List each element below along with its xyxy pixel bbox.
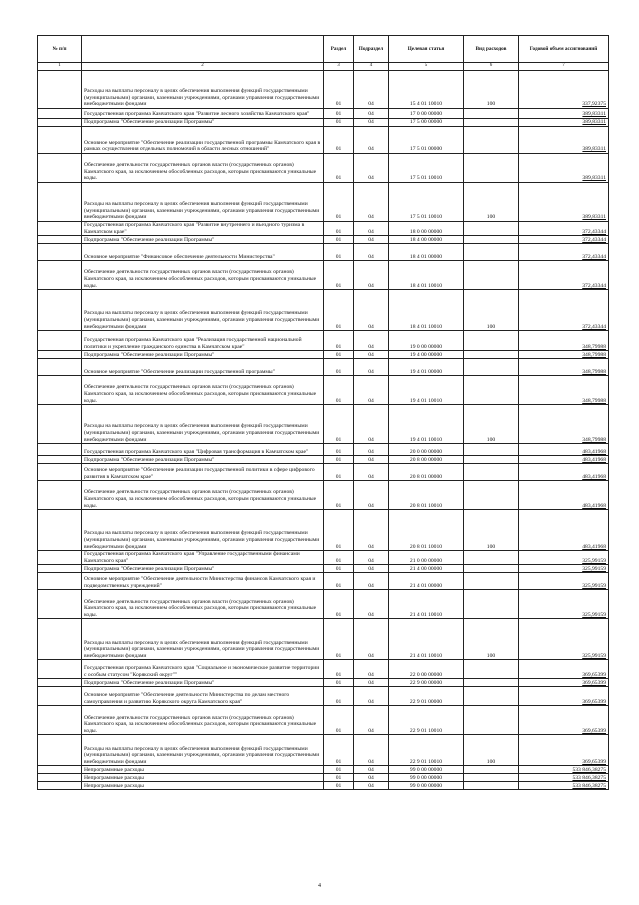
- header-amount: Годовой объем ассигнований: [519, 36, 609, 63]
- row-article-cell: 17 5 01 10010: [389, 183, 464, 222]
- row-podrazdel-cell: 04: [354, 679, 389, 687]
- table-row: [38, 376, 609, 405]
- row-vid-cell: [464, 766, 519, 774]
- table-row: [38, 154, 609, 183]
- row-podrazdel-cell: 04: [354, 351, 389, 359]
- table-row: [38, 119, 609, 127]
- row-razdel-cell: 01: [324, 127, 354, 154]
- row-amount-cell: 348,79988: [519, 405, 609, 444]
- row-index-cell: [38, 573, 82, 590]
- row-razdel-cell: 01: [324, 405, 354, 444]
- row-article-cell: 22 0 00 00000: [389, 660, 464, 679]
- row-index-cell: [38, 565, 82, 573]
- row-razdel-cell: 01: [324, 706, 354, 735]
- row-amount-cell: 372,43344: [519, 236, 609, 244]
- row-article-cell: 17 5 01 10010: [389, 154, 464, 183]
- row-vid-cell: [464, 261, 519, 290]
- colnum-7: 7: [519, 63, 609, 71]
- row-index-cell: [38, 244, 82, 261]
- row-razdel-cell: 01: [324, 183, 354, 222]
- row-podrazdel-cell: 04: [354, 376, 389, 405]
- row-podrazdel-cell: 04: [354, 183, 389, 222]
- table-row: [38, 183, 609, 222]
- row-name-cell: Государственная программа Камчатского края "Реализация государственной национальной политики и укрепление гражданского единства в Камчатском крае": [82, 331, 324, 351]
- row-article-cell: 20 8 01 10010: [389, 481, 464, 510]
- column-number-row: [38, 63, 609, 71]
- row-index-cell: [38, 456, 82, 464]
- row-razdel-cell: 01: [324, 376, 354, 405]
- colnum-3: 3: [324, 63, 354, 71]
- row-podrazdel-cell: 04: [354, 735, 389, 766]
- table-row: [38, 782, 609, 790]
- row-razdel-cell: 01: [324, 154, 354, 183]
- row-index-cell: [38, 331, 82, 351]
- row-name-cell: Расходы на выплаты персоналу в целях обеспечения выполнения функций государственными (муниципальными) органами, казенными учреждениями, органами управления государственными внебюджетными фондами: [82, 71, 324, 109]
- row-podrazdel-cell: 04: [354, 444, 389, 456]
- row-name-cell: Обеспечение деятельности государственных органов власти (государственных органов) Камчатского края, за исключением обособленных расходов, которым присваиваются уникальные коды.: [82, 706, 324, 735]
- row-name-cell: Государственная программа Камчатского края "Управление государственными финансами Камчатского края": [82, 551, 324, 565]
- row-amount-cell: 325,99159: [519, 619, 609, 660]
- row-index-cell: [38, 222, 82, 236]
- row-razdel-cell: 01: [324, 456, 354, 464]
- row-index-cell: [38, 359, 82, 376]
- row-vid-cell: 100: [464, 183, 519, 222]
- row-razdel-cell: 01: [324, 236, 354, 244]
- row-name-cell: Подпрограмма "Обеспечение реализации Программы": [82, 351, 324, 359]
- colnum-2: 2: [82, 63, 324, 71]
- row-podrazdel-cell: 04: [354, 510, 389, 551]
- table-row: [38, 573, 609, 590]
- row-vid-cell: [464, 565, 519, 573]
- row-vid-cell: 100: [464, 405, 519, 444]
- row-article-cell: 99 0 00 00000: [389, 782, 464, 790]
- table-row: [38, 619, 609, 660]
- row-index-cell: [38, 405, 82, 444]
- row-vid-cell: [464, 774, 519, 782]
- row-podrazdel-cell: 04: [354, 71, 389, 109]
- row-index-cell: [38, 660, 82, 679]
- row-article-cell: 19 0 00 00000: [389, 331, 464, 351]
- row-article-cell: 18 4 01 10010: [389, 261, 464, 290]
- row-article-cell: 99 0 00 00000: [389, 766, 464, 774]
- row-name-cell: Обеспечение деятельности государственных органов власти (государственных органов) Камчатского края, за исключением обособленных расходов, которым присваиваются уникальные коды.: [82, 590, 324, 619]
- row-razdel-cell: 01: [324, 679, 354, 687]
- table-row: [38, 244, 609, 261]
- row-article-cell: 20 8 00 00000: [389, 456, 464, 464]
- table-row: [38, 222, 609, 236]
- row-razdel-cell: 01: [324, 782, 354, 790]
- row-name-cell: Непрограммные расходы: [82, 766, 324, 774]
- table-row: [38, 481, 609, 510]
- row-name-cell: Обеспечение деятельности государственных органов власти (государственных органов) Камчатского края, за исключением обособленных расходов, которым присваиваются уникальные коды.: [82, 481, 324, 510]
- row-podrazdel-cell: 04: [354, 222, 389, 236]
- row-article-cell: 18 0 00 00000: [389, 222, 464, 236]
- table-row: [38, 735, 609, 766]
- row-article-cell: 20 8 01 00000: [389, 464, 464, 481]
- row-vid-cell: [464, 244, 519, 261]
- table-row: [38, 660, 609, 679]
- header-podrazdel: Подраздел: [354, 36, 389, 63]
- row-name-cell: Подпрограмма "Обеспечение реализации Программы": [82, 565, 324, 573]
- row-article-cell: 17 5 00 00000: [389, 119, 464, 127]
- row-name-cell: Расходы на выплаты персоналу в целях обеспечения выполнения функций государственными (муниципальными) органами, казенными учреждениями, органами управления государственными внебюджетными фондами: [82, 405, 324, 444]
- row-index-cell: [38, 109, 82, 119]
- row-article-cell: 17 5 01 00000: [389, 127, 464, 154]
- row-article-cell: 19 4 01 10010: [389, 376, 464, 405]
- row-index-cell: [38, 261, 82, 290]
- table-row: [38, 510, 609, 551]
- row-amount-cell: 348,79988: [519, 331, 609, 351]
- row-podrazdel-cell: 04: [354, 687, 389, 706]
- row-index-cell: [38, 154, 82, 183]
- page-number: 4: [318, 883, 321, 889]
- row-amount-cell: 369,65399: [519, 679, 609, 687]
- row-podrazdel-cell: 04: [354, 127, 389, 154]
- row-podrazdel-cell: 04: [354, 551, 389, 565]
- row-razdel-cell: 01: [324, 331, 354, 351]
- row-article-cell: 21 4 01 10010: [389, 590, 464, 619]
- row-vid-cell: 100: [464, 735, 519, 766]
- row-amount-cell: 389,83311: [519, 183, 609, 222]
- row-index-cell: [38, 351, 82, 359]
- row-article-cell: 19 4 01 00000: [389, 359, 464, 376]
- row-amount-cell: 483,41968: [519, 481, 609, 510]
- row-name-cell: Государственная программа Камчатского края "Социальное и экономическое развитие территории с особым статусом "Корякский округ"": [82, 660, 324, 679]
- row-index-cell: [38, 551, 82, 565]
- row-index-cell: [38, 706, 82, 735]
- table-row: [38, 551, 609, 565]
- row-podrazdel-cell: 04: [354, 290, 389, 331]
- colnum-5: 5: [389, 63, 464, 71]
- row-razdel-cell: 01: [324, 551, 354, 565]
- table-row: [38, 127, 609, 154]
- row-vid-cell: [464, 679, 519, 687]
- row-razdel-cell: 01: [324, 464, 354, 481]
- row-amount-cell: 372,43344: [519, 222, 609, 236]
- table-row: [38, 590, 609, 619]
- row-podrazdel-cell: 04: [354, 119, 389, 127]
- row-amount-cell: 483,41968: [519, 456, 609, 464]
- colnum-4: 4: [354, 63, 389, 71]
- table-row: [38, 766, 609, 774]
- row-name-cell: Основное мероприятие "Обеспечение реализации государственной программы": [82, 359, 324, 376]
- row-vid-cell: 100: [464, 510, 519, 551]
- header-article: Целевая статья: [389, 36, 464, 63]
- row-index-cell: [38, 290, 82, 331]
- row-razdel-cell: 01: [324, 481, 354, 510]
- table-row: [38, 236, 609, 244]
- row-article-cell: 15 4 01 10010: [389, 71, 464, 109]
- table-row: [38, 261, 609, 290]
- budget-table: [37, 35, 609, 790]
- row-razdel-cell: 01: [324, 261, 354, 290]
- row-podrazdel-cell: 04: [354, 405, 389, 444]
- row-podrazdel-cell: 04: [354, 481, 389, 510]
- row-razdel-cell: 01: [324, 774, 354, 782]
- row-amount-cell: 389,83311: [519, 154, 609, 183]
- row-name-cell: Расходы на выплаты персоналу в целях обеспечения выполнения функций государственными (муниципальными) органами, казенными учреждениями, органами управления государственными внебюджетными фондами: [82, 290, 324, 331]
- row-amount-cell: 483,41968: [519, 510, 609, 551]
- row-vid-cell: [464, 573, 519, 590]
- table-body: [38, 71, 609, 790]
- colnum-1: 1: [38, 63, 82, 71]
- row-razdel-cell: 01: [324, 766, 354, 774]
- row-article-cell: 22 9 01 10010: [389, 706, 464, 735]
- table-row: [38, 359, 609, 376]
- header-row: [38, 36, 609, 63]
- row-razdel-cell: 01: [324, 735, 354, 766]
- header-razdel: Раздел: [324, 36, 354, 63]
- row-amount-cell: 369,65399: [519, 735, 609, 766]
- colnum-6: 6: [464, 63, 519, 71]
- row-index-cell: [38, 127, 82, 154]
- row-amount-cell: 348,79988: [519, 359, 609, 376]
- row-name-cell: Непрограммные расходы: [82, 774, 324, 782]
- row-razdel-cell: 01: [324, 222, 354, 236]
- row-index-cell: [38, 464, 82, 481]
- row-vid-cell: [464, 551, 519, 565]
- row-index-cell: [38, 236, 82, 244]
- row-vid-cell: [464, 154, 519, 183]
- row-index-cell: [38, 679, 82, 687]
- budget-table-sheet: [37, 35, 608, 790]
- table-row: [38, 774, 609, 782]
- table-row: [38, 331, 609, 351]
- row-amount-cell: 533 846,38275: [519, 782, 609, 790]
- table-row: [38, 71, 609, 109]
- row-podrazdel-cell: 04: [354, 782, 389, 790]
- header-vid: Вид расходов: [464, 36, 519, 63]
- row-vid-cell: [464, 331, 519, 351]
- row-name-cell: Основное мероприятие "Финансовое обеспечение деятельности Министерства": [82, 244, 324, 261]
- row-name-cell: Непрограммные расходы: [82, 782, 324, 790]
- row-podrazdel-cell: 04: [354, 660, 389, 679]
- row-article-cell: 18 4 01 00000: [389, 244, 464, 261]
- row-vid-cell: [464, 119, 519, 127]
- table-row: [38, 405, 609, 444]
- row-article-cell: 21 0 00 00000: [389, 551, 464, 565]
- row-index-cell: [38, 119, 82, 127]
- row-vid-cell: [464, 660, 519, 679]
- table-row: [38, 706, 609, 735]
- row-vid-cell: [464, 481, 519, 510]
- row-amount-cell: 369,65399: [519, 687, 609, 706]
- row-podrazdel-cell: 04: [354, 590, 389, 619]
- row-vid-cell: [464, 127, 519, 154]
- row-podrazdel-cell: 04: [354, 573, 389, 590]
- row-amount-cell: 369,65399: [519, 660, 609, 679]
- row-razdel-cell: 01: [324, 590, 354, 619]
- row-podrazdel-cell: 04: [354, 464, 389, 481]
- row-amount-cell: 372,43344: [519, 244, 609, 261]
- row-vid-cell: [464, 456, 519, 464]
- row-name-cell: Основное мероприятие "Обеспечение реализации государственной программы Камчатского края в рамках осуществления отдельных полномочий в области лесных отношений": [82, 127, 324, 154]
- row-razdel-cell: 01: [324, 109, 354, 119]
- row-index-cell: [38, 687, 82, 706]
- row-index-cell: [38, 481, 82, 510]
- row-article-cell: 21 4 01 00000: [389, 573, 464, 590]
- row-name-cell: Расходы на выплаты персоналу в целях обеспечения выполнения функций государственными (муниципальными) органами, казенными учреждениями, органами управления государственными внебюджетными фондами: [82, 619, 324, 660]
- row-podrazdel-cell: 04: [354, 236, 389, 244]
- row-amount-cell: 372,43344: [519, 261, 609, 290]
- row-amount-cell: 389,83311: [519, 127, 609, 154]
- row-amount-cell: 325,99159: [519, 590, 609, 619]
- row-index-cell: [38, 444, 82, 456]
- header-number: № п/п: [38, 36, 82, 63]
- row-vid-cell: [464, 376, 519, 405]
- row-vid-cell: [464, 351, 519, 359]
- row-article-cell: 18 4 01 10010: [389, 290, 464, 331]
- row-amount-cell: 483,41968: [519, 464, 609, 481]
- row-amount-cell: 389,83311: [519, 119, 609, 127]
- row-amount-cell: 533 846,38275: [519, 774, 609, 782]
- row-razdel-cell: 01: [324, 660, 354, 679]
- row-amount-cell: 372,43344: [519, 290, 609, 331]
- row-article-cell: 22 9 01 10010: [389, 735, 464, 766]
- row-vid-cell: [464, 236, 519, 244]
- row-vid-cell: [464, 359, 519, 376]
- row-podrazdel-cell: 04: [354, 331, 389, 351]
- row-name-cell: Основное мероприятие "Обеспечение реализации государственной политики в сфере цифрового развития в Камчатском крае": [82, 464, 324, 481]
- row-podrazdel-cell: 04: [354, 565, 389, 573]
- row-podrazdel-cell: 04: [354, 261, 389, 290]
- row-index-cell: [38, 71, 82, 109]
- row-podrazdel-cell: 04: [354, 774, 389, 782]
- row-name-cell: Расходы на выплаты персоналу в целях обеспечения выполнения функций государственными (муниципальными) органами, казенными учреждениями, органами управления государственными внебюджетными фондами: [82, 510, 324, 551]
- row-index-cell: [38, 590, 82, 619]
- row-name-cell: Подпрограмма "Обеспечение реализации Программы": [82, 456, 324, 464]
- row-razdel-cell: 01: [324, 565, 354, 573]
- row-index-cell: [38, 619, 82, 660]
- row-vid-cell: [464, 687, 519, 706]
- row-name-cell: Расходы на выплаты персоналу в целях обеспечения выполнения функций государственными (муниципальными) органами, казенными учреждениями, органами управления государственными внебюджетными фондами: [82, 183, 324, 222]
- row-article-cell: 22 9 00 00000: [389, 679, 464, 687]
- row-podrazdel-cell: 04: [354, 456, 389, 464]
- row-razdel-cell: 01: [324, 573, 354, 590]
- row-vid-cell: [464, 222, 519, 236]
- row-vid-cell: 100: [464, 619, 519, 660]
- row-razdel-cell: 01: [324, 351, 354, 359]
- row-article-cell: 21 4 00 00000: [389, 565, 464, 573]
- row-index-cell: [38, 183, 82, 222]
- row-name-cell: Основное мероприятие "Обеспечение деятельности Министерства финансов Камчатского края и подведомственных учреждений": [82, 573, 324, 590]
- row-article-cell: 99 0 00 00000: [389, 774, 464, 782]
- row-razdel-cell: 01: [324, 510, 354, 551]
- row-razdel-cell: 01: [324, 290, 354, 331]
- row-podrazdel-cell: 04: [354, 359, 389, 376]
- row-amount-cell: 389,83311: [519, 109, 609, 119]
- row-podrazdel-cell: 04: [354, 109, 389, 119]
- row-vid-cell: [464, 782, 519, 790]
- row-razdel-cell: 01: [324, 619, 354, 660]
- row-article-cell: 22 9 01 00000: [389, 687, 464, 706]
- row-razdel-cell: 01: [324, 119, 354, 127]
- row-vid-cell: 100: [464, 290, 519, 331]
- row-name-cell: Государственная программа Камчатского края "Развитие внутреннего и въездного туризма в Камчатском крае": [82, 222, 324, 236]
- row-amount-cell: 348,79988: [519, 351, 609, 359]
- row-name-cell: Государственная программа Камчатского края "Цифровая трансформация в Камчатском крае": [82, 444, 324, 456]
- row-amount-cell: 369,65399: [519, 706, 609, 735]
- table-row: [38, 290, 609, 331]
- row-name-cell: Обеспечение деятельности государственных органов власти (государственных органов) Камчатского края, за исключением обособленных расходов, которым присваиваются уникальные коды.: [82, 261, 324, 290]
- row-name-cell: Государственная программа Камчатского края "Развитие лесного хозяйства Камчатского края": [82, 109, 324, 119]
- table-row: [38, 456, 609, 464]
- row-amount-cell: 325,99159: [519, 565, 609, 573]
- row-vid-cell: [464, 706, 519, 735]
- row-amount-cell: 325,99159: [519, 551, 609, 565]
- row-article-cell: 21 4 01 10010: [389, 619, 464, 660]
- row-name-cell: Подпрограмма "Обеспечение реализации Программы": [82, 236, 324, 244]
- row-index-cell: [38, 735, 82, 766]
- row-article-cell: 20 0 00 00000: [389, 444, 464, 456]
- row-article-cell: 18 4 00 00000: [389, 236, 464, 244]
- row-razdel-cell: 01: [324, 244, 354, 261]
- row-razdel-cell: 01: [324, 444, 354, 456]
- row-amount-cell: 348,79988: [519, 376, 609, 405]
- row-amount-cell: 533 846,38275: [519, 766, 609, 774]
- row-amount-cell: 483,41968: [519, 444, 609, 456]
- row-podrazdel-cell: 04: [354, 766, 389, 774]
- row-name-cell: Подпрограмма "Обеспечение реализации Программы": [82, 119, 324, 127]
- row-name-cell: Подпрограмма "Обеспечение реализации Программы": [82, 679, 324, 687]
- row-vid-cell: [464, 590, 519, 619]
- row-amount-cell: 337,92375: [519, 71, 609, 109]
- row-index-cell: [38, 510, 82, 551]
- row-vid-cell: [464, 444, 519, 456]
- table-row: [38, 444, 609, 456]
- row-razdel-cell: 01: [324, 359, 354, 376]
- row-vid-cell: [464, 464, 519, 481]
- table-row: [38, 679, 609, 687]
- row-name-cell: Обеспечение деятельности государственных органов власти (государственных органов) Камчатского края, за исключением обособленных расходов, которым присваиваются уникальные коды.: [82, 154, 324, 183]
- row-article-cell: 20 8 01 10010: [389, 510, 464, 551]
- row-index-cell: [38, 766, 82, 774]
- row-index-cell: [38, 376, 82, 405]
- row-index-cell: [38, 782, 82, 790]
- row-podrazdel-cell: 04: [354, 706, 389, 735]
- row-amount-cell: 325,99159: [519, 573, 609, 590]
- header-name: [82, 36, 324, 63]
- table-row: [38, 351, 609, 359]
- row-name-cell: Основное мероприятие "Обеспечение деятельности Министерства по делам местного самоуправления и развитию Корякского округа Камчатского края": [82, 687, 324, 706]
- row-vid-cell: [464, 109, 519, 119]
- row-podrazdel-cell: 04: [354, 154, 389, 183]
- table-row: [38, 687, 609, 706]
- row-podrazdel-cell: 04: [354, 244, 389, 261]
- table-row: [38, 565, 609, 573]
- row-article-cell: 19 4 01 10010: [389, 405, 464, 444]
- row-vid-cell: 100: [464, 71, 519, 109]
- table-row: [38, 464, 609, 481]
- row-article-cell: 19 4 00 00000: [389, 351, 464, 359]
- row-name-cell: Расходы на выплаты персоналу в целях обеспечения выполнения функций государственными (муниципальными) органами, казенными учреждениями, органами управления государственными внебюджетными фондами: [82, 735, 324, 766]
- row-index-cell: [38, 774, 82, 782]
- row-razdel-cell: 01: [324, 71, 354, 109]
- table-row: [38, 109, 609, 119]
- row-name-cell: Обеспечение деятельности государственных органов власти (государственных органов) Камчатского края, за исключением обособленных расходов, которым присваиваются уникальные коды.: [82, 376, 324, 405]
- row-article-cell: 17 0 00 00000: [389, 109, 464, 119]
- row-podrazdel-cell: 04: [354, 619, 389, 660]
- row-razdel-cell: 01: [324, 687, 354, 706]
